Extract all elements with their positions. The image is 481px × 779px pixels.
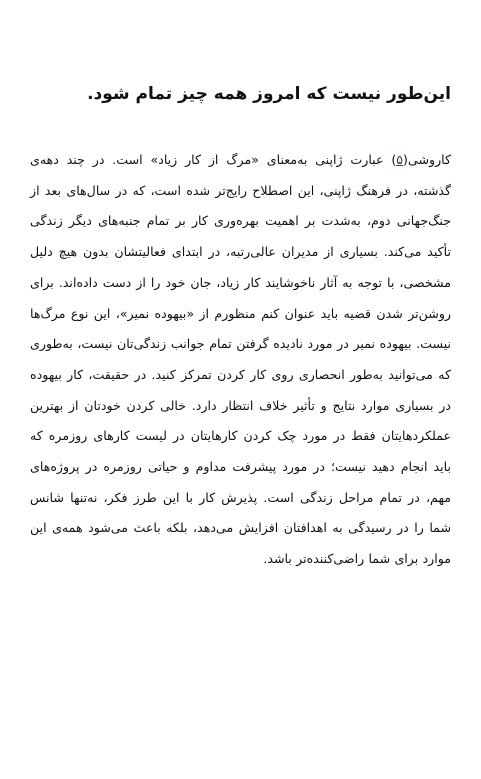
paragraph-text: ) عبارت ژاپنی به‌معنای «مرگ از کار زیاد» است. در چند دهه‌ی گذشته، در فرهنگ ژاپنی، این اصطلاح رایج‌تر شده است، که در سال‌های بعد از جنگ‌جهانی دوم، به‌شدت بر اهمیت بهره‌وری کار بر تمام جنبه‌های دیگر زندگی تأکید می‌کند. بسیاری از مدیران عالی‌رتبه، در ابتدای فعالیتشان بدون هیچ دلیل مشخصی، با توجه به آثار ناخوشایند کار زیاد، جان خود را از دست داده‌اند. برای روشن‌تر شدن قضیه باید عنوان کنم منظورم از «بیهوده نمیر»، این نوع مرگ‌ها نیست. بیهوده نمیر در مورد نادیده گرفتن تمام جوانب زندگی‌تان نیست، به‌طوری که می‌توانید به‌طور انحصاری روی کار کردن تمرکز کنید. در حقیقت، کار بیهوده در بسیاری موارد نتایج و تأثیر خلاف انتظار دارد. خالی کردن خودتان از بهترین عملکردهایتان فقط در مورد چک کردن کارهایتان در لیست کارهای روزمره که باید انجام دهید نیست؛ در مورد پیشرفت مداوم و حیاتی روزمره در پروژه‌های مهم، در تمام مراحل زندگی است. پذیرش کار با این طرز فکر، نه‌تنها شانس شما را در رسیدگی به اهدافتان افزایش می‌دهد، بلکه باعث می‌شود همه‌ی این موارد برای شما راضی‌کننده‌تر باشد. — [30, 152, 451, 567]
section-heading: این‌طور نیست که امروز همه چیز تمام شود. — [87, 84, 451, 104]
body-paragraph — [30, 145, 451, 575]
paragraph-intro: کاروشی( — [403, 152, 451, 167]
footnote-reference-link[interactable]: ۵ — [396, 152, 404, 167]
